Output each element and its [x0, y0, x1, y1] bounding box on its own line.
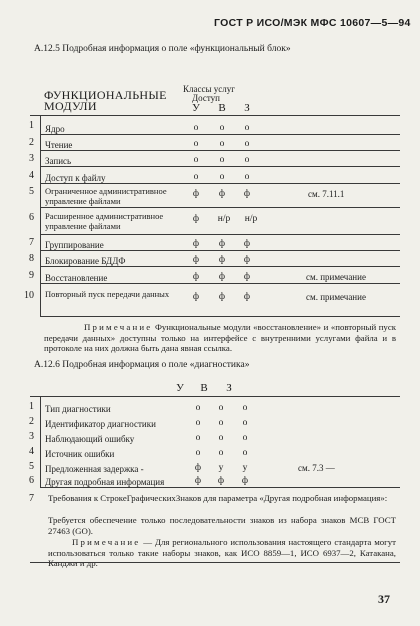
row-number: 2 [29, 416, 34, 427]
class-u-value: о [193, 139, 199, 149]
class-v-value: о [218, 418, 224, 428]
row-number: 5 [29, 186, 34, 197]
class-v-value: о [218, 403, 224, 413]
class-v-value: о [219, 172, 225, 182]
class-u-value: о [195, 418, 201, 428]
class-z-value: ф [243, 189, 251, 199]
class-z-value: о [244, 123, 250, 133]
row-name: Тип диагностики [45, 404, 111, 414]
table1-row-rule [40, 150, 400, 151]
row-name: Доступ к файлу [45, 173, 106, 183]
row-number: 3 [29, 431, 34, 442]
row-name: Восстановление [45, 273, 108, 283]
class-u-value: ф [192, 272, 200, 282]
row-note: см. 7.11.1 [308, 189, 345, 199]
class-v-value: ф [217, 476, 225, 486]
class-letter-v: В [200, 382, 208, 394]
access-header: Доступ [192, 93, 220, 103]
class-letter-u: У [192, 102, 200, 114]
row-name: Другая подробная информация [45, 477, 165, 487]
class-v-value: о [218, 448, 224, 458]
row-name: Идентификатор диагностики [45, 419, 156, 429]
class-z-value: о [244, 139, 250, 149]
table1-left-rule [40, 115, 41, 317]
class-u-value: о [193, 123, 199, 133]
note-text: — Для региональногo использования настоящего стандарта могут использоваться только такие наборы знаков, как ИСО 8859—1, ИСО 6937—2, Катакана, Канджи и др. [48, 537, 397, 568]
class-letter-z: З [244, 102, 250, 114]
note-label: Примечание [84, 322, 153, 332]
table1-row-rule [40, 134, 400, 135]
functional-modules-header: ФУНКЦИОНАЛЬНЫЕ МОДУЛИ [44, 88, 167, 113]
row-number: 9 [29, 270, 34, 281]
note-text: Функциональные модули «восстановление» и «повторный пуск передачи данных» доступны только на интерфейсе с внутренними услугами файла и в протоколе на них должна быть дана явная ссылка. [44, 322, 396, 353]
row-number: 7 [29, 493, 34, 504]
row-name: Ядро [45, 124, 65, 134]
class-z-value: ф [243, 272, 251, 282]
class-z-value: о [242, 448, 248, 458]
row-name: Группирование [45, 240, 104, 250]
row-number: 4 [29, 170, 34, 181]
class-v-value: о [219, 123, 225, 133]
table2-left-rule [40, 396, 41, 488]
page-number: 37 [378, 592, 390, 606]
class-letter-z: З [226, 382, 232, 394]
class-v-value: о [218, 433, 224, 443]
class-u-value: о [195, 433, 201, 443]
class-z-value: о [242, 418, 248, 428]
classes-header: Классы услуг [183, 84, 235, 94]
character-sequence-requirement: Требуется обеспечение только последовательности знаков из набора знаков МСВ ГОСТ 27463 (GO). [48, 515, 396, 536]
class-v-value: ф [218, 189, 226, 199]
row-number: 1 [29, 401, 34, 412]
class-z-value: ф [243, 292, 251, 302]
graphic-string-requirements: Требования к СтрокеГрафическихЗнаков для параметра «Другая подробная информация»: [48, 493, 388, 503]
table1-top-rule [30, 115, 400, 116]
section-1-note [44, 322, 396, 354]
row-number: 5 [29, 461, 34, 472]
table1-bottom-rule [40, 316, 400, 317]
class-u-value: ф [192, 214, 200, 224]
class-v-value: у [218, 463, 224, 473]
row7-note [48, 537, 396, 569]
table1-row-rule [40, 266, 400, 267]
row-note: см. примечание [306, 292, 366, 302]
class-z-value: у [242, 463, 248, 473]
class-v-value: ф [218, 272, 226, 282]
row-name: Наблюдающий ошибку [45, 434, 135, 444]
row-number: 4 [29, 446, 34, 457]
table1-row-rule [40, 207, 400, 208]
note-label: Примечание [72, 537, 141, 547]
table2-top-rule [30, 396, 400, 397]
table1-row-rule [40, 283, 400, 284]
row-number: 7 [29, 237, 34, 248]
row-note: см. 7.3 — [298, 463, 335, 473]
row-name: Запись [45, 156, 72, 166]
class-u-value: ф [192, 189, 200, 199]
row-note: см. примечание [306, 272, 366, 282]
table1-row-rule [40, 166, 400, 167]
section-2-title: А.12.6 Подробная информация о поле «диагностика» [34, 360, 250, 370]
row-name: Расширенное административное управление файлами [45, 211, 164, 231]
class-u-value: ф [194, 463, 202, 473]
section-2-bottom-rule [30, 562, 400, 563]
class-u-value: о [195, 403, 201, 413]
row-number: 8 [29, 253, 34, 264]
document-header: ГОСТ Р ИСО/МЭК МФС 10607—5—94 [214, 17, 411, 29]
class-v-value: ф [218, 239, 226, 249]
class-z-value: о [244, 155, 250, 165]
class-v-value: н/р [217, 214, 231, 224]
class-u-value: ф [192, 255, 200, 265]
class-z-value: о [242, 403, 248, 413]
row-number: 6 [29, 212, 34, 223]
table1-row-rule [40, 183, 400, 184]
row-name: Предложенная задержка - [45, 464, 144, 474]
class-letter-u: У [176, 382, 184, 394]
row-name: Чтение [45, 140, 73, 150]
class-v-value: о [219, 139, 225, 149]
class-z-value: ф [241, 476, 249, 486]
row-number: 2 [29, 137, 34, 148]
row-number: 3 [29, 153, 34, 164]
class-z-value: о [244, 172, 250, 182]
class-u-value: ф [194, 476, 202, 486]
class-u-value: о [193, 172, 199, 182]
row-name: Источник ошибки [45, 449, 115, 459]
class-u-value: о [195, 448, 201, 458]
row-number: 1 [29, 120, 34, 131]
section-1-title: А.12.5 Подробная информация о поле «функциональный блок» [34, 44, 291, 54]
class-z-value: ф [243, 239, 251, 249]
class-z-value: ф [243, 255, 251, 265]
row-name: Блокирование БДДФ [45, 256, 126, 266]
row-name: Ограниченное административное управление файлами [45, 186, 167, 206]
class-u-value: о [193, 155, 199, 165]
row-number: 6 [29, 475, 34, 486]
class-v-value: ф [218, 292, 226, 302]
class-u-value: ф [192, 292, 200, 302]
class-z-value: н/р [244, 214, 258, 224]
class-letter-v: В [218, 102, 226, 114]
row-number: 10 [24, 290, 34, 301]
table2-bottom-rule [40, 487, 400, 488]
class-v-value: ф [218, 255, 226, 265]
row-name: Повторный пуск передачи данных [45, 289, 170, 299]
table1-row-rule [40, 250, 400, 251]
class-u-value: ф [192, 239, 200, 249]
table1-row-rule [40, 234, 400, 235]
class-z-value: о [242, 433, 248, 443]
class-v-value: о [219, 155, 225, 165]
